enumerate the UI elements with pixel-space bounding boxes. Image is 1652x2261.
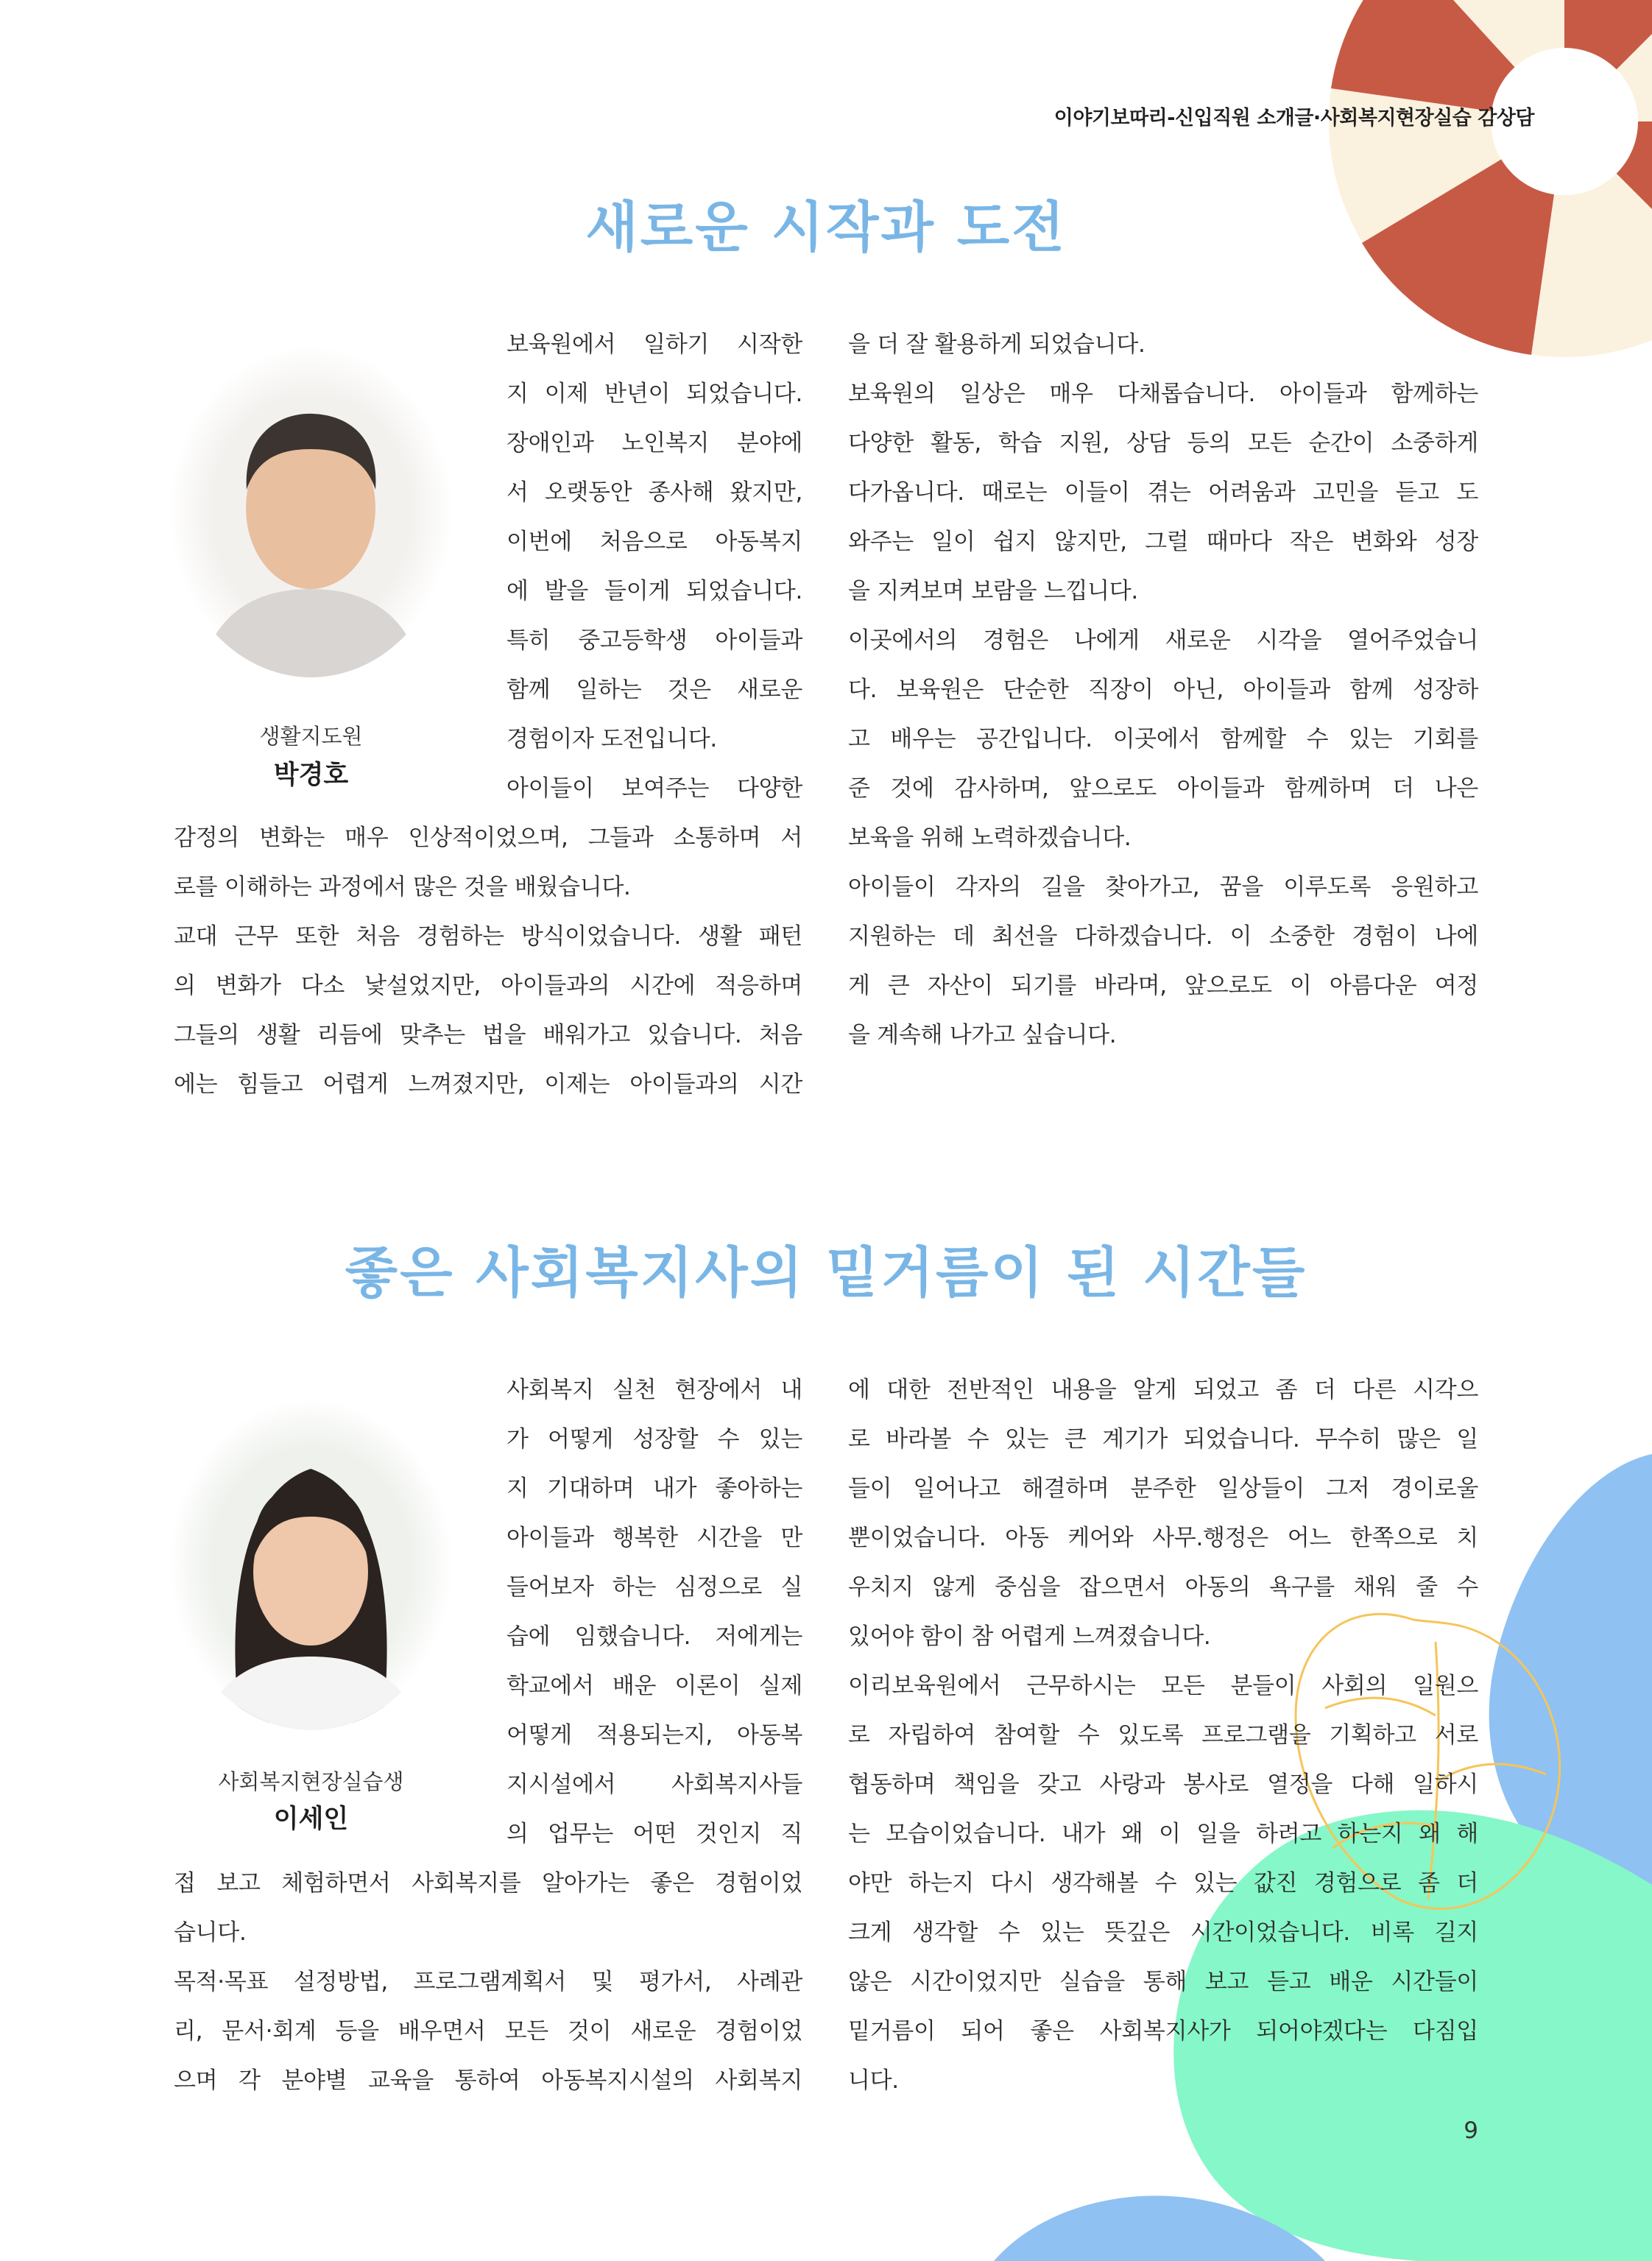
text-line: 니다. bbox=[848, 2067, 899, 2094]
text-line: 습니다. bbox=[174, 1919, 247, 1946]
text-line: 게 큰 자산이 되기를 바라며, 앞으로도 이 아름다운 여정 bbox=[848, 973, 1478, 999]
text-line: 이리보육원에서 근무하시는 모든 분들이 사회의 일원으 bbox=[848, 1673, 1478, 1699]
text-line: 와주는 일이 쉽지 않지만, 그럴 때마다 작은 변화와 성장 bbox=[848, 529, 1478, 555]
author-role-2: 사회복지현장실습생 bbox=[218, 1769, 404, 1794]
text-line: 들이 일어나고 해결하며 분주한 일상들이 그저 경이로울 bbox=[848, 1475, 1478, 1502]
text-line: 의 변화가 다소 낯설었지만, 아이들과의 시간에 적응하며 bbox=[174, 973, 802, 999]
text-line: 이곳에서의 경험은 나에게 새로운 시각을 열어주었습니 bbox=[848, 627, 1478, 654]
text-line: 야만 하는지 다시 생각해볼 수 있는 값진 경험으로 좀 더 bbox=[848, 1870, 1478, 1897]
section-title-1: 새로운 시작과 도전 bbox=[585, 196, 1067, 259]
text-line: 크게 생각할 수 있는 뜻깊은 시간이었습니다. 비록 길지 bbox=[848, 1919, 1478, 1946]
text-line: 아이들이 각자의 길을 찾아가고, 꿈을 이루도록 응원하고 bbox=[848, 874, 1478, 900]
text-line: 특히 중고등학생 아이들과 bbox=[506, 627, 802, 654]
text-line: 을 더 잘 활용하게 되었습니다. bbox=[848, 331, 1146, 358]
text-line: 보육원의 일상은 매우 다채롭습니다. 아이들과 함께하는 bbox=[848, 381, 1478, 407]
text-line: 서 오랫동안 종사해 왔지만, bbox=[506, 479, 802, 506]
text-line: 는 모습이었습니다. 내가 왜 이 일을 하려고 하는지 왜 해 bbox=[848, 1821, 1478, 1847]
text-line: 그들의 생활 리듬에 맞추는 법을 배워가고 있습니다. 처음 bbox=[174, 1022, 802, 1048]
text-line: 들어보자 하는 심정으로 실 bbox=[506, 1574, 802, 1601]
text-line: 있어야 함이 참 어렵게 느껴졌습니다. bbox=[848, 1623, 1211, 1650]
text-line: 다양한 활동, 학습 지원, 상담 등의 모든 순간이 소중하게 bbox=[848, 430, 1478, 456]
text-line: 교대 근무 또한 처음 경험하는 방식이었습니다. 생활 패턴 bbox=[174, 923, 802, 950]
text-line: 고 배우는 공간입니다. 이곳에서 함께할 수 있는 기회를 bbox=[848, 726, 1478, 752]
text-line: 습에 임했습니다. 저에게는 bbox=[506, 1623, 802, 1650]
text-line: 목적·목표 설정방법, 프로그램계획서 및 평가서, 사례관 bbox=[174, 1969, 802, 1995]
text-line: 지원하는 데 최선을 다하겠습니다. 이 소중한 경험이 나에 bbox=[848, 923, 1478, 950]
text-line: 우치지 않게 중심을 잡으면서 아동의 욕구를 채워 줄 수 bbox=[848, 1574, 1478, 1601]
text-line: 에 대한 전반적인 내용을 알게 되었고 좀 더 다른 시각으 bbox=[848, 1377, 1478, 1403]
text-line: 경험이자 도전입니다. bbox=[506, 726, 717, 752]
running-header: 이야기보따리-신입직원 소개글·사회복지현장실습 감상담 bbox=[1053, 107, 1534, 130]
text-line: 의 업무는 어떤 것인지 직 bbox=[506, 1821, 802, 1847]
text-line: 다. 보육원은 단순한 직장이 아닌, 아이들과 함께 성장하 bbox=[848, 677, 1478, 703]
text-line: 감정의 변화는 매우 인상적이었으며, 그들과 소통하며 서 bbox=[174, 825, 802, 851]
text-line: 보육원에서 일하기 시작한 bbox=[506, 331, 802, 358]
text-line: 로를 이해하는 과정에서 많은 것을 배웠습니다. bbox=[174, 874, 631, 900]
text-line: 않은 시간이었지만 실습을 통해 보고 듣고 배운 시간들이 bbox=[848, 1969, 1478, 1995]
text-line: 지 이제 반년이 되었습니다. bbox=[506, 381, 802, 407]
text-line: 로 바라볼 수 있는 큰 계기가 되었습니다. 무수히 많은 일 bbox=[848, 1426, 1478, 1453]
text-line: 뿐이었습니다. 아동 케어와 사무.행정은 어느 한쪽으로 치 bbox=[848, 1525, 1478, 1551]
umbrella-icon bbox=[1329, 0, 1652, 357]
text-line: 접 보고 체험하면서 사회복지를 알아가는 좋은 경험이었 bbox=[174, 1870, 802, 1897]
text-line: 지시설에서 사회복지사들 bbox=[506, 1771, 802, 1798]
text-line: 함께 일하는 것은 새로운 bbox=[506, 677, 802, 703]
text-line: 보육을 위해 노력하겠습니다. bbox=[848, 825, 1132, 851]
section-title-2: 좋은 사회복지사의 밑거름이 된 시간들 bbox=[345, 1241, 1307, 1305]
text-line: 리, 문서·회계 등을 배우면서 모든 것이 새로운 경험이었 bbox=[174, 2018, 802, 2045]
text-line: 에는 힘들고 어렵게 느껴졌지만, 이제는 아이들과의 시간 bbox=[174, 1071, 802, 1098]
text-line: 을 지켜보며 보람을 느낍니다. bbox=[848, 578, 1138, 604]
text-line: 아이들이 보여주는 다양한 bbox=[506, 775, 802, 802]
text-line: 지 기대하며 내가 좋아하는 bbox=[506, 1475, 802, 1502]
text-line: 밑거름이 되어 좋은 사회복지사가 되어야겠다는 다짐입 bbox=[848, 2018, 1478, 2045]
author-name-2: 이세인 bbox=[273, 1805, 349, 1834]
page-number: 9 bbox=[1464, 2117, 1478, 2144]
text-line: 다가옵니다. 때로는 이들이 겪는 어려움과 고민을 듣고 도 bbox=[848, 479, 1478, 506]
text-line: 협동하며 책임을 갖고 사랑과 봉사로 열정을 다해 일하시 bbox=[848, 1771, 1478, 1798]
text-line: 으며 각 분야별 교육을 통하여 아동복지시설의 사회복지 bbox=[174, 2067, 802, 2094]
text-line: 이번에 처음으로 아동복지 bbox=[506, 529, 802, 555]
portrait-photo-1 bbox=[169, 346, 453, 677]
author-role-1: 생활지도원 bbox=[259, 724, 363, 749]
text-line: 준 것에 감사하며, 앞으로도 아이들과 함께하며 더 나은 bbox=[848, 775, 1478, 802]
text-line: 장애인과 노인복지 분야에 bbox=[506, 430, 802, 456]
text-line: 을 계속해 나가고 싶습니다. bbox=[848, 1022, 1117, 1048]
portrait-photo-2 bbox=[169, 1399, 453, 1730]
text-line: 어떻게 적용되는지, 아동복 bbox=[506, 1722, 802, 1749]
text-line: 학교에서 배운 이론이 실제 bbox=[506, 1673, 802, 1699]
text-line: 로 자립하여 참여할 수 있도록 프로그램을 기획하고 서로 bbox=[848, 1722, 1478, 1749]
text-line: 사회복지 실천 현장에서 내 bbox=[506, 1377, 802, 1403]
text-line: 아이들과 행복한 시간을 만 bbox=[506, 1525, 802, 1551]
author-name-1: 박경호 bbox=[273, 761, 349, 790]
text-line: 가 어떻게 성장할 수 있는 bbox=[506, 1426, 802, 1453]
text-line: 에 발을 들이게 되었습니다. bbox=[506, 578, 802, 604]
